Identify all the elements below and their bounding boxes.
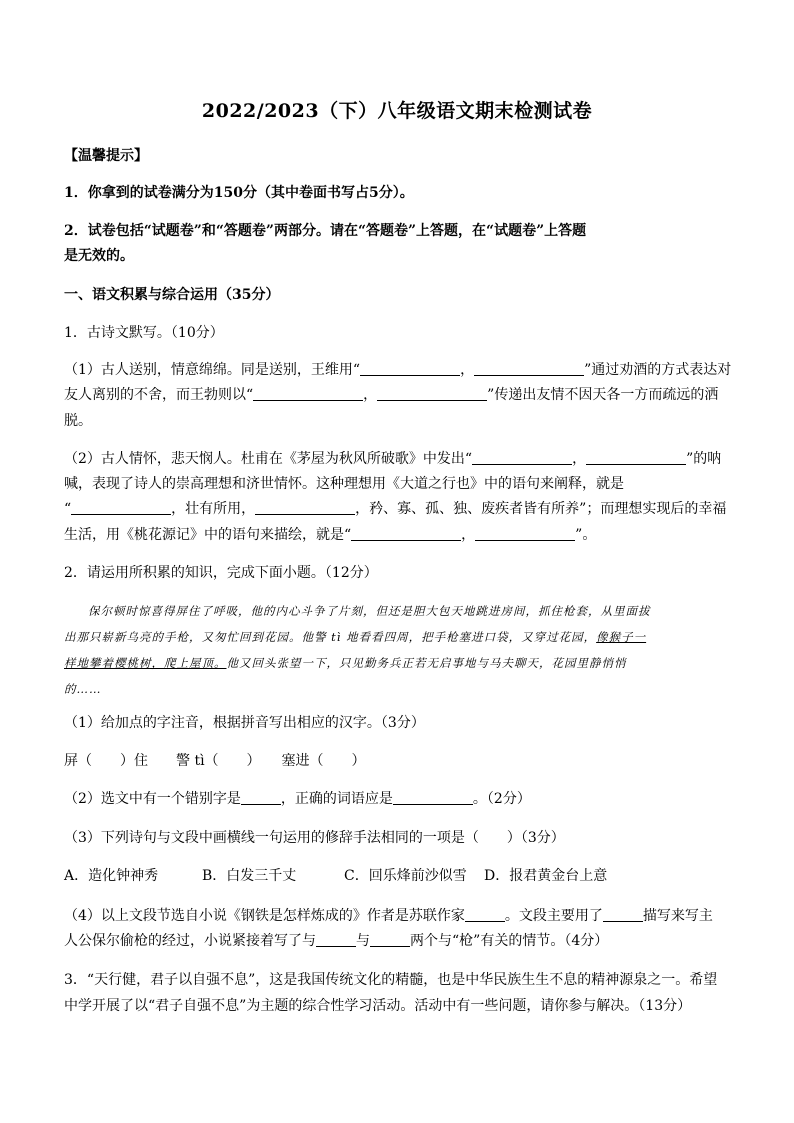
text: （2）选文中有一个错别字是 [64,791,241,807]
q2-sub4-line1 [64,903,732,930]
text: 。文段主要用了 [504,908,603,924]
answer-blank[interactable] [253,384,363,401]
text: （4）以上文段节选自小说《钢铁是怎样炼成的》作者是苏联作家 [64,908,465,924]
text: （1）古人送别，情意绵绵。同是送别，王维用“ [64,362,361,378]
q2-sub1-items: 屏（ ）住 警 tì（ ） 塞进（ ） [64,753,366,769]
tip-1: 1．你拿到的试卷满分为150分（其中卷面书写占5分）。 [64,185,414,201]
text: 两个与“枪”有关的情节。（4分） [410,933,609,949]
text: ”的呐 [686,451,722,467]
tip-2-line-2: 是无效的。 [64,248,134,264]
text: ， [572,451,587,467]
q2-heading: 2．请运用所积累的知识，完成下面小题。（12分） [64,565,378,581]
q1-part2-line1 [64,446,732,473]
text: 。（2分） [472,791,531,807]
q2-sub4-line2 [64,928,732,955]
underlined-sentence: 像猴子一 [596,630,647,644]
text: 与 [356,933,370,949]
text: ，正确的词语应是 [280,791,393,807]
q1-heading: 1．古诗文默写。（10分） [64,325,224,341]
answer-blank[interactable] [370,930,410,947]
underlined-sentence: 样地攀着樱桃树，爬上屋顶。 [64,656,227,670]
q2-sub1: （1）给加点的字注音，根据拼音写出相应的汉字。（3分） [64,715,425,731]
answer-blank[interactable] [465,905,505,922]
option-a[interactable]: A．造化钟神秀 [64,868,159,884]
answer-blank[interactable] [351,524,461,541]
passage-line-4: 的…… [64,682,102,696]
exam-title: 2022/2023（下）八年级语文期末检测试卷 [201,100,593,122]
q1-part1-line2 [64,382,732,409]
answer-blank[interactable] [360,359,460,376]
reading-passage [64,598,734,702]
answer-blank[interactable] [603,905,643,922]
q2-sub3-options [64,863,732,890]
q1-part2-line3 [64,496,732,523]
answer-blank[interactable] [586,448,686,465]
text: ， [461,527,476,543]
text: 友人离别的不舍，而王勃则以“ [64,387,254,403]
text: 他又回头张望一下，只见勤务兵正若无启事地与马夫聊天，花园里静悄悄 [226,656,627,670]
answer-blank[interactable] [71,498,171,515]
section-1-heading: 一、语文积累与综合运用（35分） [64,287,280,303]
text: ，壮有所用， [171,501,256,517]
text: ”传递出友情不因天各一方而疏远的洒 [487,387,719,403]
text: 人公保尔偷枪的经过，小说紧接着写了与 [64,933,316,949]
answer-blank[interactable] [255,498,355,515]
text: ”通过劝酒的方式表达对 [584,362,732,378]
option-d[interactable]: D．报君黄金台上意 [484,868,608,884]
text: 出那只崭新乌亮的手枪，又匆忙回到花园。他警 tì 地看看四周，把手枪塞进口袋，又穿过花园， [64,630,597,644]
q3-line-2: 中学开展了以“君子自强不息”为主题的综合性学习活动。活动中有一些问题，请你参与解决。（13分） [64,998,692,1014]
text: ， [363,387,378,403]
q1-part1-line3: 脱。 [64,413,92,429]
text: 描写来写主 [642,908,713,924]
q2-sub3: （3）下列诗句与文段中画横线一句运用的修辞手法相同的一项是（ ）（3分） [64,830,565,846]
q1-part1-line1 [64,357,732,384]
passage-line-2 [64,624,734,650]
text: （2）古人情怀，悲天悯人。杜甫在《茅屋为秋风所破歌》中发出“ [64,451,473,467]
q1-part2-line4 [64,522,732,549]
answer-blank[interactable] [377,384,487,401]
text: 生活，用《桃花源记》中的语句来描绘，就是“ [64,527,352,543]
option-b[interactable]: B．白发三千丈 [202,868,297,884]
q2-sub2 [64,786,732,813]
tip-2-line-1: 2．试卷包括“试题卷”和“答题卷”两部分。请在“答题卷”上答题，在“试题卷”上答题 [64,223,587,239]
q1-part2-line2: 喊，表现了诗人的崇高理想和济世情怀。这种理想用《大道之行也》中的语句来阐释，就是 [64,476,624,492]
answer-blank[interactable] [474,359,584,376]
answer-blank[interactable] [475,524,575,541]
answer-blank[interactable] [316,930,356,947]
answer-blank[interactable] [241,788,281,805]
option-c[interactable]: C．回乐烽前沙似雪 [344,868,467,884]
passage-line-1: 保尔顿时惊喜得屏住了呼吸，他的内心斗争了片刻，但还是胆大包天地跳进房间，抓住枪套，从里面拔 [88,604,651,618]
answer-blank[interactable] [472,448,572,465]
tips-heading: 【温馨提示】 [64,148,148,164]
text: ”。 [575,527,597,543]
passage-line-3 [64,650,734,676]
text: ， [460,362,475,378]
q3-line-1: 3．“天行健，君子以自强不息”，这是我国传统文化的精髓，也是中华民族生生不息的精神源泉之一。希望 [64,972,718,988]
text: ，矜、寡、孤、独、废疾者皆有所养”；而理想实现后的幸福 [355,501,727,517]
text: “ [64,501,72,517]
answer-blank[interactable] [393,788,473,805]
